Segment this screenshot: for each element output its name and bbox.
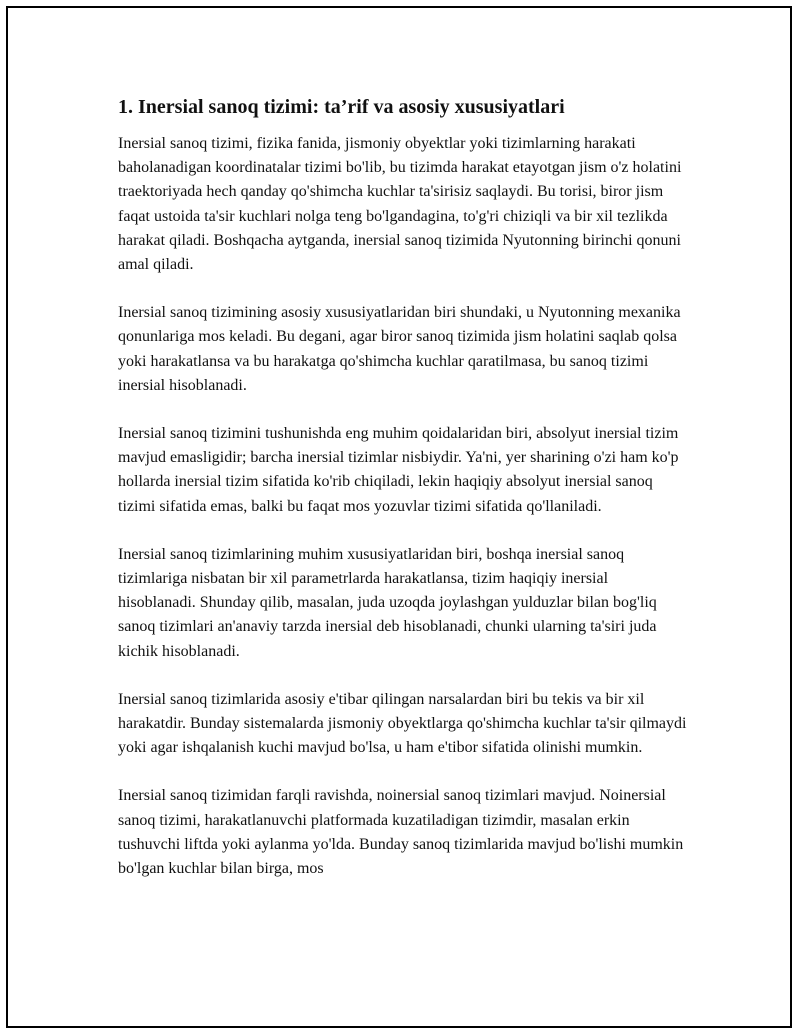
paragraph-1: Inersial sanoq tizimi, fizika fanida, jismoniy obyektlar yoki tizimlarning harakati baholanadigan koordinatalar tizimi bo'lib, bu tizimda harakat etayotgan jism o'z holatini traektoriyada hech qanday qo'shimcha kuchlar ta'sirisiz saqlaydi. Bu torisi, biror jism faqat ustoida ta'sir kuchlari nolga teng bo'lgandagina, to'g'ri chiziqli va bir xil tezlikda harakat qiladi. Boshqacha aytganda, inersial sanoq tizimida Nyutonning birinchi qonuni amal qiladi. (118, 135, 682, 274)
section-heading: 1. Inersial sanoq tizimi: ta’rif va asosiy xususiyatlari (118, 96, 565, 118)
paragraph-6: Inersial sanoq tizimidan farqli ravishda, noinersial sanoq tizimlari mavjud. Noinersial sanoq tizimi, harakatlanuvchi platformada kuzatiladigan tizimdir, masalan erkin tushuvchi liftda yoki aylanma yo'lda. Bunday sanoq tizimlarida mavjud bo'lishi mumkin bo'lgan kuchlar bilan birga, mos (118, 787, 684, 878)
paragraph-5: Inersial sanoq tizimlarida asosiy e'tibar qilingan narsalardan biri bu tekis va bir xil harakatdir. Bunday sistemalarda jismoniy obyektlarga qo'shimcha kuchlar ta'sir qilmaydi yoki agar ishqalanish kuchi mavjud bo'lsa, u ham e'tibor sifatida olinishi mumkin. (118, 690, 687, 757)
paragraph-4: Inersial sanoq tizimlarining muhim xususiyatlaridan biri, boshqa inersial sanoq tizimlariga nisbatan bir xil parametrlarda harakatlansa, tizim haqiqiy inersial hisoblanadi. Shunday qilib, masalan, juda uzoqda joylashgan yulduzlar bilan bog'liq sanoq tizimlari an'anaviy tarzda inersial deb hisoblanadi, chunki ularning ta'siri juda kichik hisoblanadi. (118, 545, 657, 660)
document-body (118, 94, 688, 905)
paragraph-3: Inersial sanoq tizimini tushunishda eng muhim qoidalaridan biri, absolyut inersial tizim mavjud emasligidir; barcha inersial tizimlar nisbiydir. Ya'ni, yer sharining o'zi ham ko'p hollarda inersial tizim sifatida ko'rib chiqiladi, lekin haqiqiy absolyut inersial sanoq tizimi sifatida emas, balki bu faqat mos yozuvlar tizimi sifatida qo'llaniladi. (118, 425, 679, 515)
paragraph-2: Inersial sanoq tizimining asosiy xususiyatlaridan biri shundaki, u Nyutonning mexanika qonunlariga mos keladi. Bu degani, agar biror sanoq tizimida jism holatini saqlab qolsa yoki harakatlansa va bu harakatga qo'shimcha kuchlar qaratilmasa, bu sanoq tizimi inersial hisoblanadi. (118, 304, 681, 394)
